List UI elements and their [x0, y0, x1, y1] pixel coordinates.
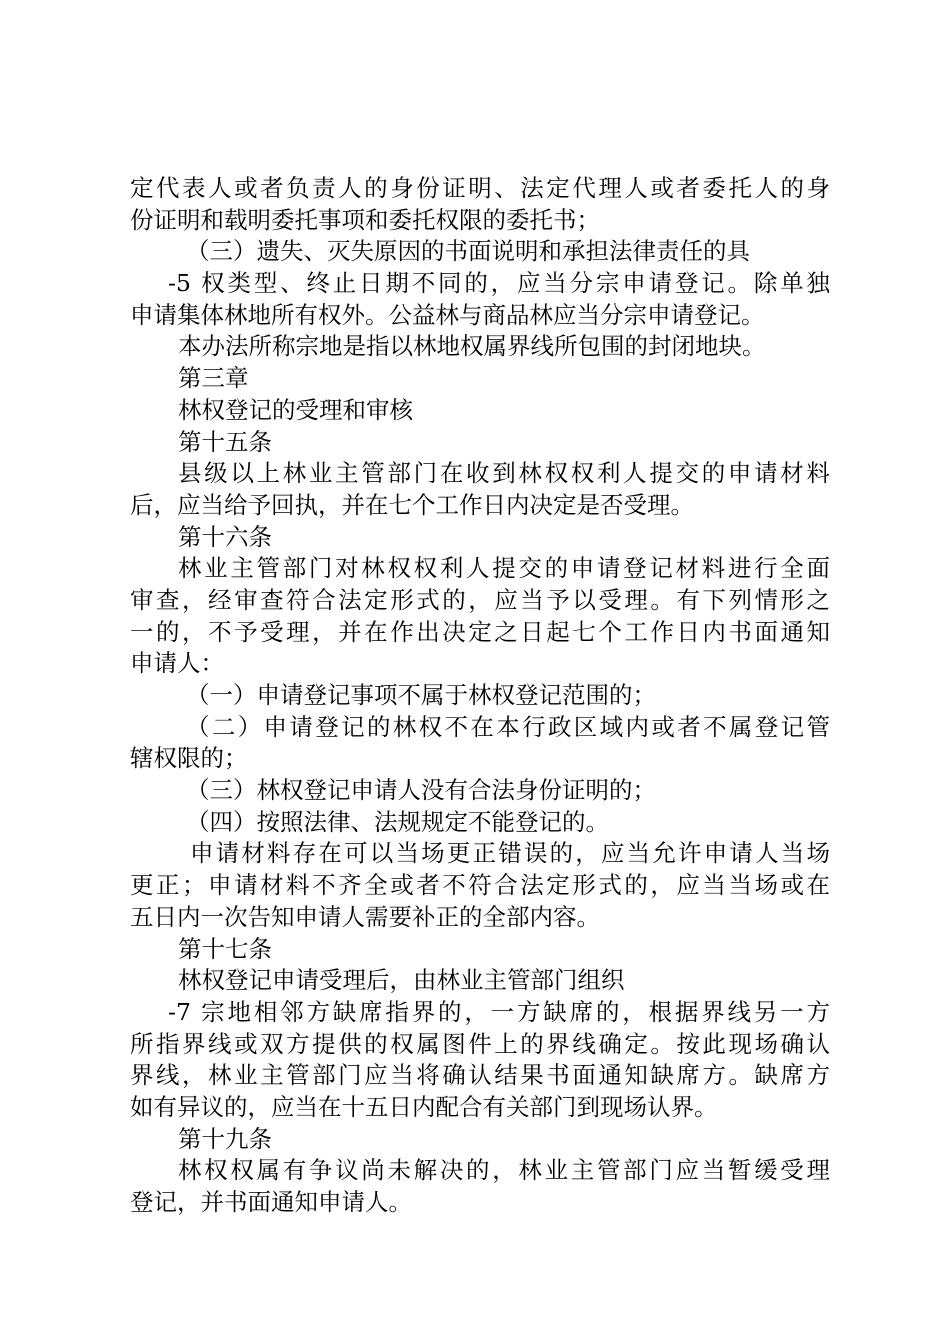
text-line: 所指界线或双方提供的权属图件上的界线确定。按此现场确认 [130, 1029, 830, 1058]
text-line: 份证明和载明委托事项和委托权限的委托书； [130, 205, 600, 234]
text-line: 林权登记申请受理后，由林业主管部门组织 [178, 966, 625, 995]
text-line: 林业主管部门对林权权利人提交的申请登记材料进行全面 [178, 554, 830, 583]
text-line: （三）遗失、灭失原因的书面说明和承担法律责任的具 [186, 237, 750, 266]
text-line: 辖权限的； [130, 744, 248, 773]
list-item: （二）申请登记的林权不在本行政区域内或者不属登记管 [186, 712, 830, 741]
list-item: （四）按照法律、法规规定不能登记的。 [186, 807, 609, 836]
text-line: 定代表人或者负责人的身份证明、法定代理人或者委托人的身 [130, 174, 830, 202]
text-line: 县级以上林业主管部门在收到林权权利人提交的申请材料 [178, 459, 830, 488]
text-line: -5 权类型、终止日期不同的，应当分宗申请登记。除单独 [168, 269, 830, 298]
article-heading: 第十七条 [178, 934, 272, 963]
text-line: 界线，林业主管部门应当将确认结果书面通知缺席方。缺席方 [130, 1061, 830, 1090]
text-line: 审查，经审查符合法定形式的，应当予以受理。有下列情形之 [130, 585, 830, 614]
chapter-title: 林权登记的受理和审核 [178, 395, 413, 424]
text-line: 申请材料存在可以当场更正错误的，应当允许申请人当场 [190, 839, 830, 868]
list-item: （三）林权登记申请人没有合法身份证明的； [186, 776, 656, 805]
text-line: 申请集体林地所有权外。公益林与商品林应当分宗申请登记。 [130, 300, 765, 329]
article-heading: 第十五条 [178, 427, 272, 456]
chapter-heading: 第三章 [178, 364, 249, 393]
text-line: 更正；申请材料不齐全或者不符合法定形式的，应当当场或在 [130, 871, 830, 900]
article-heading: 第十六条 [178, 522, 272, 551]
text-line: 后，应当给予回执，并在七个工作日内决定是否受理。 [130, 490, 694, 519]
list-item: （一）申请登记事项不属于林权登记范围的； [186, 681, 656, 709]
text-line: 一的，不予受理，并在作出决定之日起七个工作日内书面通知 [130, 617, 830, 646]
text-line: 五日内一次告知申请人需要补正的全部内容。 [130, 902, 600, 931]
text-line: 林权权属有争议尚未解决的，林业主管部门应当暂缓受理 [178, 1156, 830, 1185]
text-line: 本办法所称宗地是指以林地权属界线所包围的封闭地块。 [178, 332, 766, 361]
text-line: -7 宗地相邻方缺席指界的，一方缺席的，根据界线另一方 [168, 997, 830, 1026]
text-line: 申请人： [130, 649, 224, 678]
text-line: 如有异议的，应当在十五日内配合有关部门到现场认界。 [130, 1092, 718, 1121]
article-heading: 第十九条 [178, 1124, 272, 1153]
text-line: 登记，并书面通知申请人。 [130, 1188, 412, 1216]
document-body [130, 173, 830, 1219]
